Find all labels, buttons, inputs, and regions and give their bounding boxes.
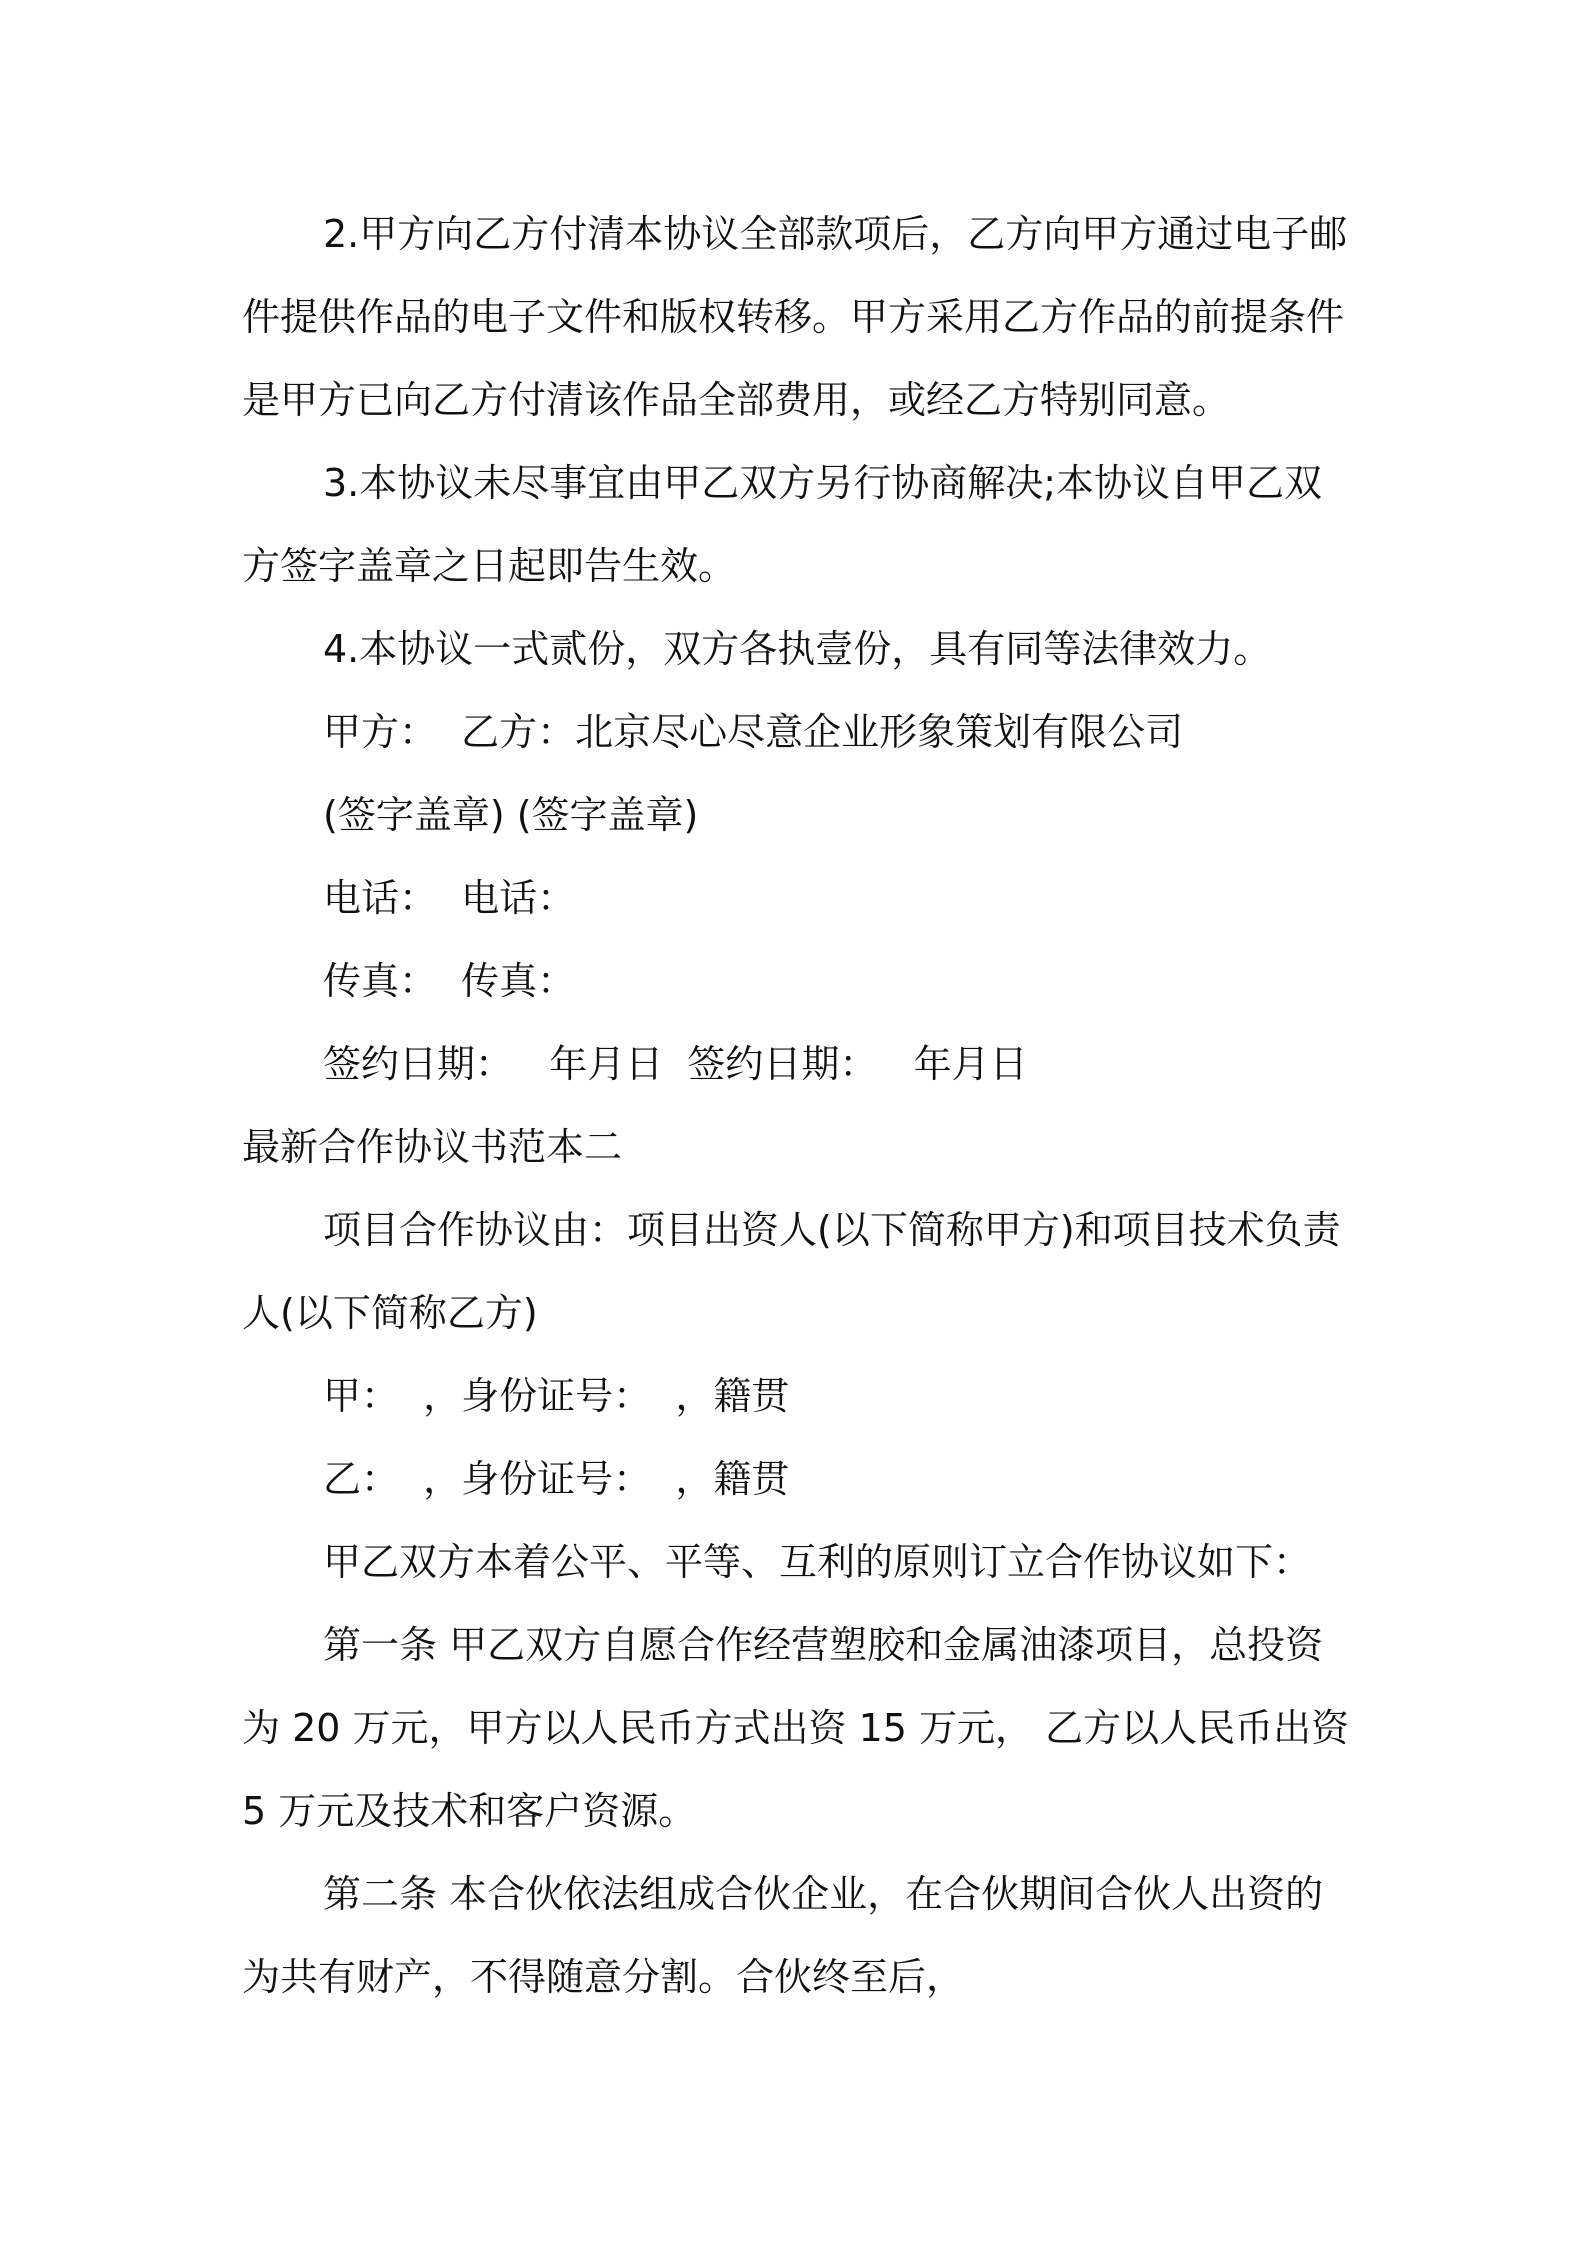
fax-line: 传真： 传真： [323, 959, 576, 1003]
party-names-line: 甲方： 乙方：北京尽心尽意企业形象策划有限公司 [323, 710, 1184, 754]
document-body [242, 193, 1354, 2019]
article-2-paragraph: 第二条 本合伙依法组成合伙企业，在合伙期间合伙人出资的为共有财产，不得随意分割。合伙终至后， [242, 1872, 1324, 1999]
section-title: 最新合作协议书范本二 [242, 1125, 623, 1169]
agreement-intro-paragraph: 项目合作协议由：项目出资人(以下简称甲方)和项目技术负责人(以下简称乙方) [242, 1208, 1341, 1335]
signature-line: (签字盖章) (签字盖章) [323, 793, 699, 837]
clause-2-paragraph: 2.甲方向乙方付清本协议全部款项后，乙方向甲方通过电子邮件提供作品的电子文件和版权转移。甲方采用乙方作品的前提条件是甲方已向乙方付清该作品全部费用，或经乙方特别同意。 [242, 212, 1348, 422]
sign-date-line: 签约日期： 年月日 签约日期： 年月日 [323, 1042, 1028, 1086]
phone-line: 电话： 电话： [323, 876, 576, 920]
clause-4-paragraph: 4.本协议一式贰份，双方各执壹份，具有同等法律效力。 [323, 627, 1272, 671]
article-1-paragraph: 第一条 甲乙双方自愿合作经营塑胶和金属油漆项目，总投资为 20 万元，甲方以人民币方式出资 15 万元， 乙方以人民币出资 5 万元及技术和客户资源。 [242, 1623, 1350, 1833]
clause-3-paragraph: 3.本协议未尽事宜由甲乙双方另行协商解决;本协议自甲乙双方签字盖章之日起即告生效。 [242, 461, 1323, 588]
principles-paragraph: 甲乙双方本着公平、平等、互利的原则订立合作协议如下： [323, 1540, 1312, 1584]
party-a-id-line: 甲： ，身份证号： ，籍贯 [323, 1374, 790, 1418]
party-b-id-line: 乙： ，身份证号： ，籍贯 [323, 1457, 790, 1501]
